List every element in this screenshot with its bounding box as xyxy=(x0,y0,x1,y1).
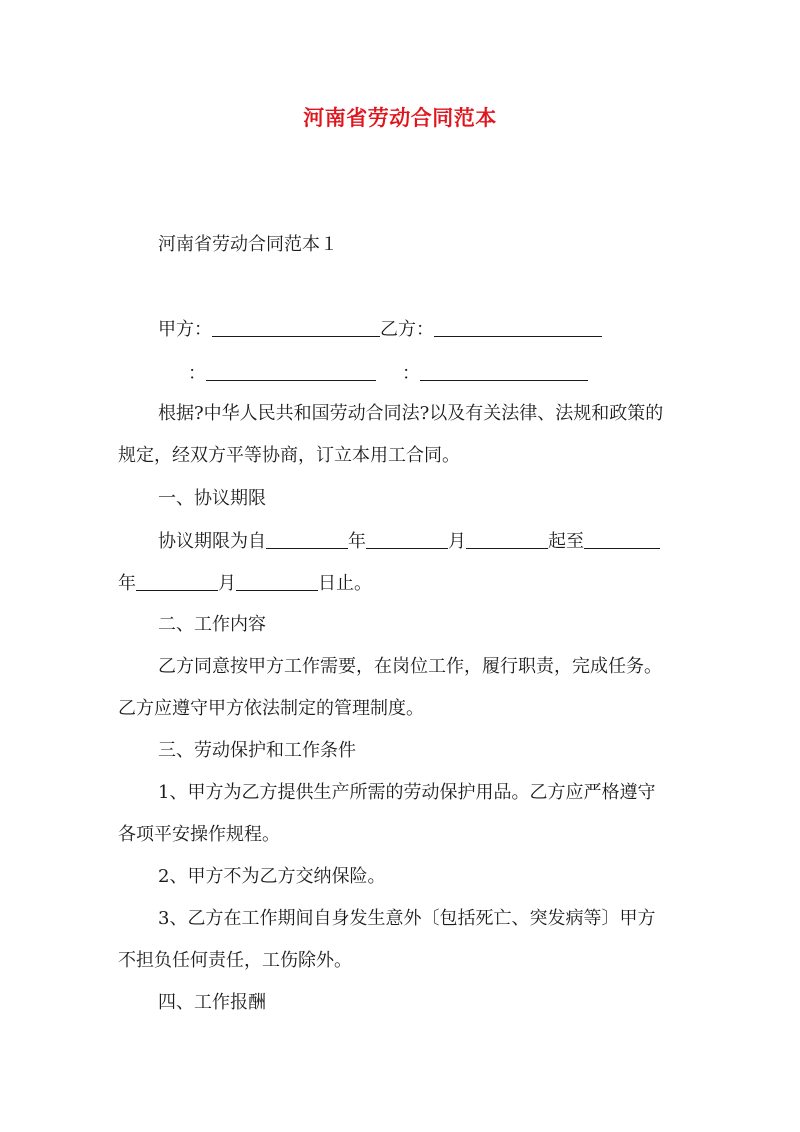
parties-line xyxy=(158,316,698,343)
start-day-blank[interactable] xyxy=(466,530,548,549)
party-b-detail-blank[interactable] xyxy=(420,362,588,381)
end-month-label: 月 xyxy=(218,573,236,594)
end-day-blank[interactable] xyxy=(236,572,318,591)
party-b-detail-colon: ： xyxy=(402,363,420,384)
party-a-label: 甲方： xyxy=(158,319,212,340)
term-line-2 xyxy=(118,570,698,597)
work-line-1: 乙方同意按甲方工作需要，在岗位工作，履行职责，完成任务。 xyxy=(158,656,662,677)
item-1-line-1: 1、甲方为乙方提供生产所需的劳动保护用品。乙方应严格遵守 xyxy=(158,782,656,803)
start-month-blank[interactable] xyxy=(366,530,448,549)
intro-line-2: 规定，经双方平等协商，订立本用工合同。 xyxy=(118,445,460,466)
intro-line-1: 根据?中华人民共和国劳动合同法?以及有关法律、法规和政策的 xyxy=(158,403,664,424)
contract-subtitle: 河南省劳动合同范本１ xyxy=(158,234,338,255)
end-blank[interactable] xyxy=(584,530,660,549)
section-3-heading: 三、劳动保护和工作条件 xyxy=(158,740,356,761)
party-a-blank[interactable] xyxy=(212,318,380,337)
start-year-label: 年 xyxy=(348,531,366,552)
term-from-to: 起至 xyxy=(548,531,584,552)
section-1-heading: 一、协议期限 xyxy=(158,488,266,509)
start-year-blank[interactable] xyxy=(266,530,348,549)
parties-detail-line xyxy=(158,360,698,387)
term-line-1 xyxy=(158,528,698,555)
item-3-line-1: 3、乙方在工作期间自身发生意外〔包括死亡、突发病等〕甲方 xyxy=(158,908,656,929)
party-b-label: 乙方： xyxy=(380,319,434,340)
party-a-detail-colon: ： xyxy=(188,363,206,384)
end-suffix: 日止。 xyxy=(318,573,372,594)
end-year-label: 年 xyxy=(118,573,136,594)
item-3-line-2: 不担负任何责任，工伤除外。 xyxy=(118,950,352,971)
party-b-blank[interactable] xyxy=(434,318,602,337)
party-a-detail-blank[interactable] xyxy=(206,362,376,381)
work-line-2: 乙方应遵守甲方依法制定的管理制度。 xyxy=(118,698,424,719)
start-month-label: 月 xyxy=(448,531,466,552)
section-2-heading: 二、工作内容 xyxy=(158,614,266,635)
term-prefix: 协议期限为自 xyxy=(158,531,266,552)
item-1-line-2: 各项平安操作规程。 xyxy=(118,824,280,845)
item-2-line: 2、甲方不为乙方交纳保险。 xyxy=(158,866,386,887)
section-4-heading: 四、工作报酬 xyxy=(158,992,266,1013)
end-month-blank[interactable] xyxy=(136,572,218,591)
document-title: 河南省劳动合同范本 xyxy=(303,105,497,130)
